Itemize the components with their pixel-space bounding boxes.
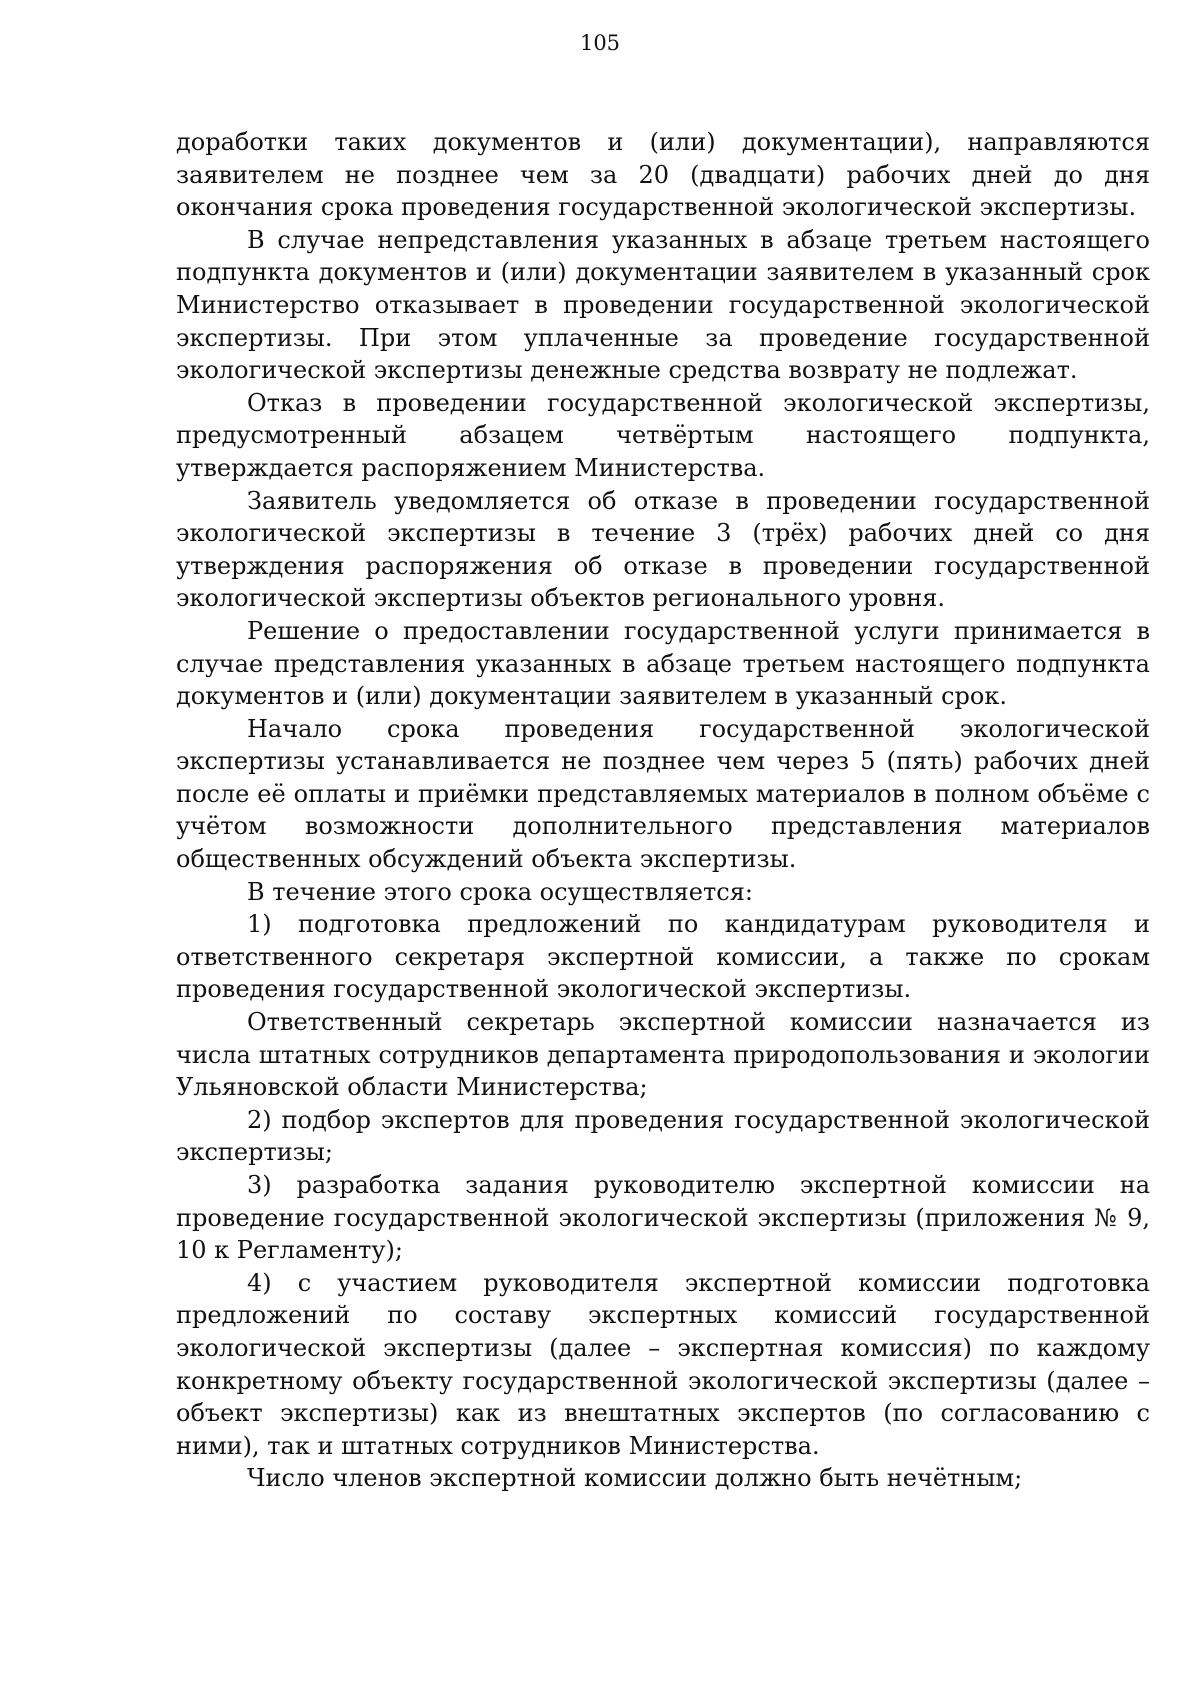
paragraph-service-decision: Решение о предоставлении государственной услуги принимается в случае представления указанных в абзаце третьем настоящего подпункта документов и (или) документации заявителем в указанный срок. (176, 616, 1150, 711)
list-item-4: 4) с участием руководителя экспертной комиссии подготовка предложений по составу экспертных комиссий государственной экологической экспертизы (далее – экспертная комиссия) по каждому конкретному объекту государственной экологической экспертизы (далее – объект экспертизы) как из внештатных экспертов (по согласованию с ними), так и штатных сотрудников Министерства. (176, 1268, 1150, 1460)
list-item-1: 1) подготовка предложений по кандидатурам руководителя и ответственного секретаря экспертной комиссии, а также по срокам проведения государственной экологической экспертизы. (176, 910, 1150, 1004)
paragraph-applicant-notification: Заявитель уведомляется об отказе в проведении государственной экологической экспертизы в течение 3 (трёх) рабочих дней со дня утверждения распоряжения об отказе в проведении государственной экологической экспертизы объектов регионального уровня. (176, 486, 1150, 613)
document-body (176, 126, 1150, 1495)
paragraph-term-start: Начало срока проведения государственной экологической экспертизы устанавливается не позднее чем через 5 (пять) рабочих дней после её оплаты и приёмки представляемых материалов в полном объёме с учётом возможности дополнительного представления материалов общественных обсуждений объекта экспертизы. (176, 714, 1150, 874)
paragraph-continuation: доработки таких документов и (или) документации), направляются заявителем не позднее чем за 20 (двадцати) рабочих дней до дня окончания срока проведения государственной экологической экспертизы. (176, 128, 1150, 222)
paragraph-refusal-approval: Отказ в проведении государственной экологической экспертизы, предусмотренный абзацем четвёртым настоящего подпункта, утверждается распоряжением Министерства. (176, 388, 1150, 482)
paragraph-commission-size: Число членов экспертной комиссии должно быть нечётным; (247, 1464, 1023, 1493)
list-item-3: 3) разработка задания руководителю экспертной комиссии на проведение государственной экологической экспертизы (приложения № 9, 10 к Регламенту); (176, 1171, 1150, 1265)
list-item-2: 2) подбор экспертов для проведения государственной экологической экспертизы; (176, 1105, 1150, 1167)
page-number: 105 (579, 31, 621, 55)
paragraph-during-term: В течение этого срока осуществляется: (247, 877, 753, 906)
paragraph-non-submission: В случае непредставления указанных в абзаце третьем настоящего подпункта документов и (или) документации заявителем в указанный срок Министерство отказывает в проведении государственной экологической экспертизы. При этом уплаченные за проведение государственной экологической экспертизы денежные средства возврату не подлежат. (176, 225, 1150, 385)
paragraph-secretary-appointment: Ответственный секретарь экспертной комиссии назначается из числа штатных сотрудников департамента природопользования и экологии Ульяновской области Министерства; (176, 1008, 1150, 1102)
